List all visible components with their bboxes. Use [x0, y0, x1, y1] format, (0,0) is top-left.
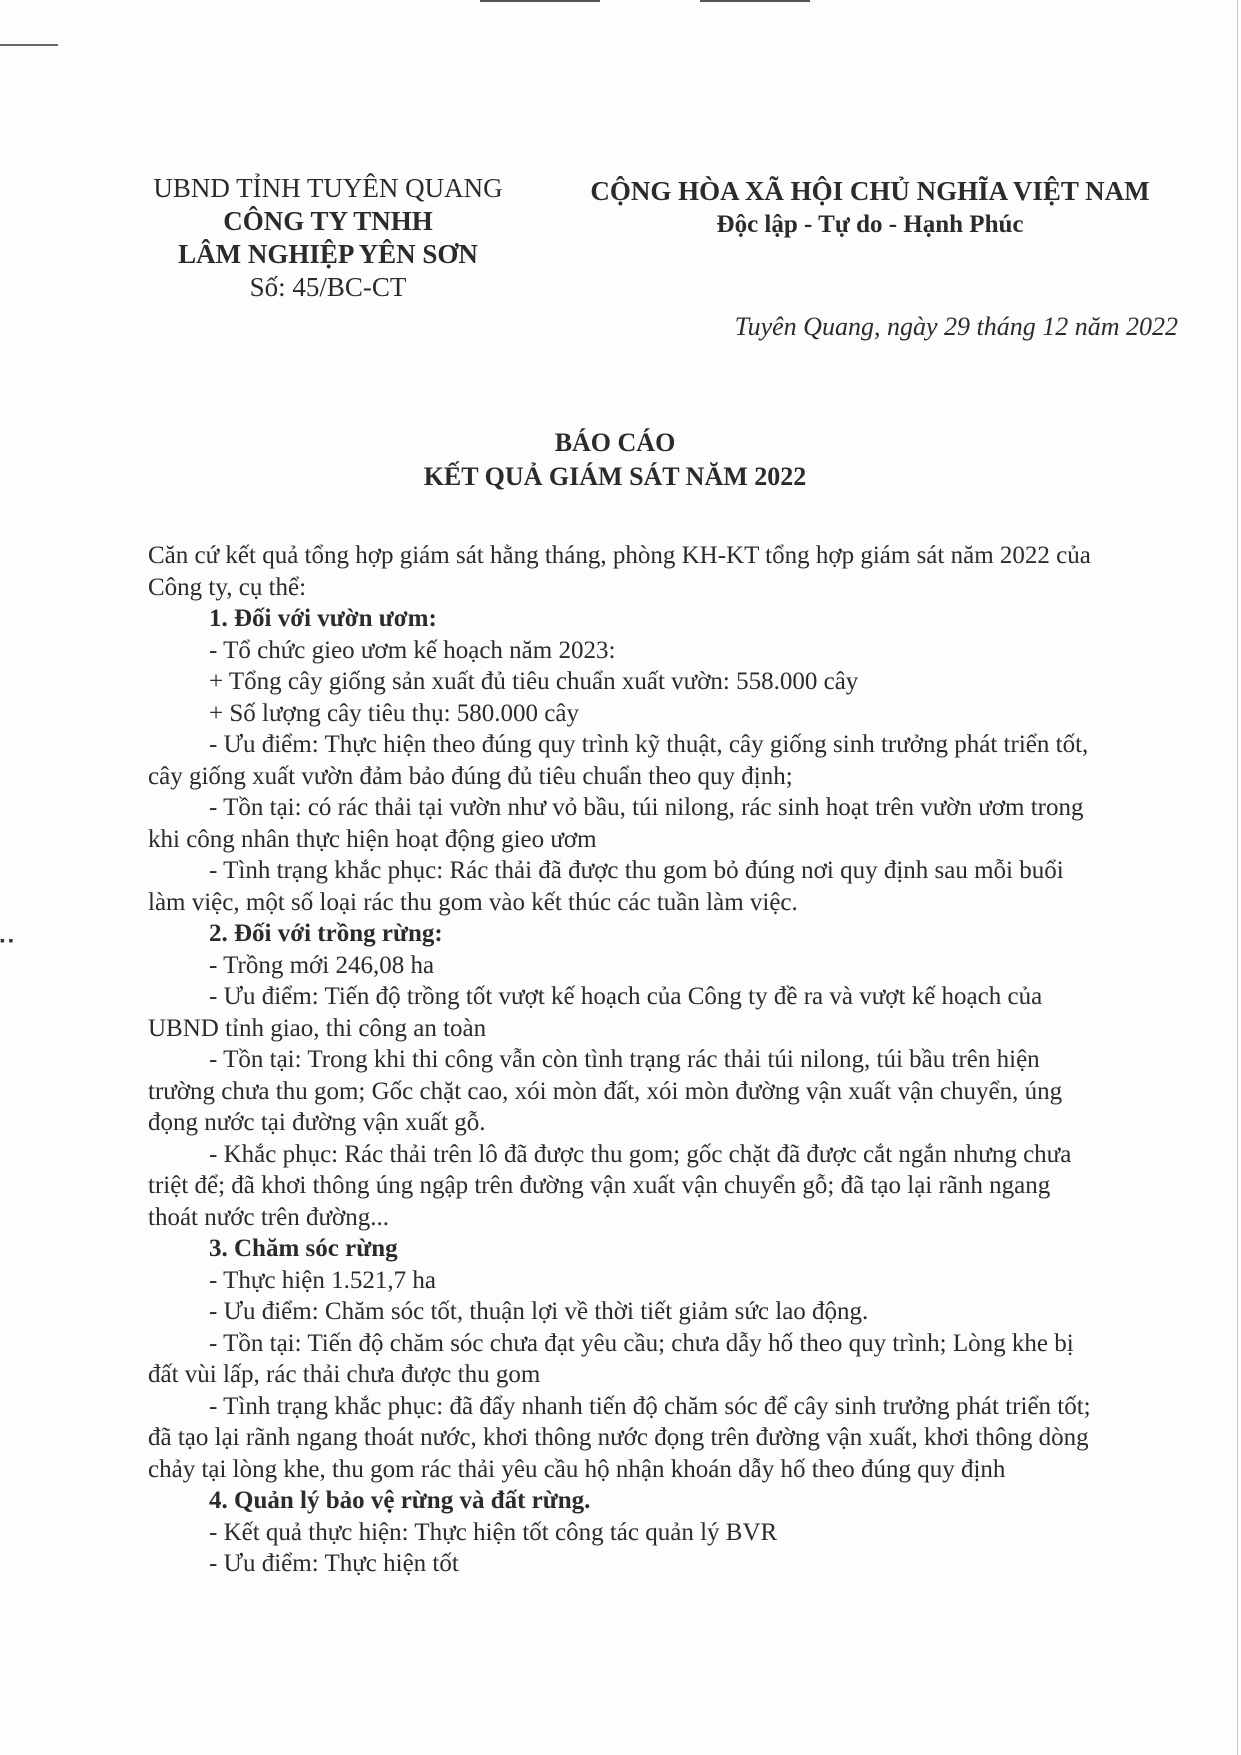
title-line1: BÁO CÁO [554, 428, 676, 457]
scan-mark [480, 0, 600, 2]
intro-paragraph: Căn cứ kết quả tổng hợp giám sát hằng tháng, phòng KH-KT tổng hợp giám sát năm 2022 của Công ty, cụ thể: [148, 542, 1091, 601]
scan-mark [700, 0, 810, 2]
paragraph: - Tồn tại: có rác thải tại vườn như vỏ bầu, túi nilong, rác sinh hoạt trên vườn ươm trong khi công nhân thực hiện hoạt động gieo ươm [148, 794, 1084, 853]
issuer-company-line2: LÂM NGHIỆP YÊN SƠN [178, 239, 478, 269]
paragraph: + Số lượng cây tiêu thụ: 580.000 cây [209, 699, 579, 727]
paragraph: - Ưu điểm: Chăm sóc tốt, thuận lợi về thời tiết giảm sức lao động. [209, 1298, 869, 1325]
paragraph: - Trồng mới 246,08 ha [209, 951, 435, 979]
paragraph: - Thực hiện 1.521,7 ha [209, 1266, 436, 1294]
paragraph: - Ưu điểm: Thực hiện tốt [209, 1550, 459, 1577]
paragraph: - Khắc phục: Rác thải trên lô đã được thu gom; gốc chặt đã được cắt ngắn nhưng chưa triệt để; đã khơi thông úng ngập trên đường vận xuất vận chuyển gỗ; đã tạo lại rãnh ngang thoát nước trên đường... [148, 1140, 1072, 1231]
section-heading: 2. Đối với trồng rừng: [209, 920, 443, 947]
scan-speck: ▪ ▪ [0, 934, 14, 949]
national-header [560, 174, 1180, 242]
title-line2: KẾT QUẢ GIÁM SÁT NĂM 2022 [423, 462, 807, 491]
section-heading: 1. Đối với vườn ươm: [209, 605, 437, 632]
document-title [200, 426, 1030, 494]
paragraph: - Tồn tại: Trong khi thi công vẫn còn tình trạng rác thải túi nilong, túi bầu trên hiện trường chưa thu gom; Gốc chặt cao, xói mòn đất, xói mòn đường vận xuất vận chuyển, úng đọng nước tại đường vận xuất gỗ. [148, 1046, 1063, 1136]
paragraph: - Tình trạng khắc phục: đã đẩy nhanh tiến độ chăm sóc để cây sinh trưởng phát triển tốt; đã tạo lại rãnh ngang thoát nước, khơi thông nước đọng trên đường vận xuất, khơi thông dòng chảy tại lòng khe, thu gom rác thải yêu cầu hộ nhận khoán dẫy hố theo đúng quy định [148, 1392, 1091, 1483]
paragraph: - Tổ chức gieo ươm kế hoạch năm 2023: [209, 636, 616, 664]
section-heading: 4. Quản lý bảo vệ rừng và đất rừng. [209, 1487, 591, 1514]
paragraph: - Ưu điểm: Thực hiện theo đúng quy trình kỹ thuật, cây giống sinh trưởng phát triển tốt, cây giống xuất vườn đảm bảo đúng đủ tiêu chuẩn theo quy định; [148, 731, 1089, 790]
scan-mark [0, 44, 58, 46]
paragraph: - Tình trạng khắc phục: Rác thải đã được thu gom bỏ đúng nơi quy định sau mỗi buổi làm việc, một số loại rác thu gom vào kết thúc các tuần làm việc. [148, 857, 1064, 916]
paragraph: - Ưu điểm: Tiến độ trồng tốt vượt kế hoạch của Công ty đề ra và vượt kế hoạch của UBND tỉnh giao, thi công an toàn [148, 983, 1043, 1042]
national-title: CỘNG HÒA XÃ HỘI CHỦ NGHĨA VIỆT NAM [590, 176, 1150, 206]
document-date: Tuyên Quang, ngày 29 tháng 12 năm 2022 [734, 312, 1178, 341]
document-number: Số: 45/BC-CT [249, 272, 407, 302]
national-motto: Độc lập - Tự do - Hạnh Phúc [716, 211, 1024, 238]
section-heading: 3. Chăm sóc rừng [209, 1235, 398, 1262]
page-edge [1237, 0, 1238, 1755]
paragraph: + Tổng cây giống sản xuất đủ tiêu chuẩn xuất vườn: 558.000 cây [209, 668, 859, 695]
issuer-authority: UBND TỈNH TUYÊN QUANG [153, 173, 503, 203]
paragraph: - Tồn tại: Tiến độ chăm sóc chưa đạt yêu cầu; chưa dẫy hố theo quy trình; Lòng khe bị đất vùi lấp, rác thải chưa được thu gom [148, 1329, 1074, 1388]
issuer-company-line1: CÔNG TY TNHH [223, 206, 433, 236]
document-body [148, 540, 1098, 1580]
paragraph: - Kết quả thực hiện: Thực hiện tốt công tác quản lý BVR [209, 1518, 778, 1546]
issuer-header [138, 172, 518, 304]
